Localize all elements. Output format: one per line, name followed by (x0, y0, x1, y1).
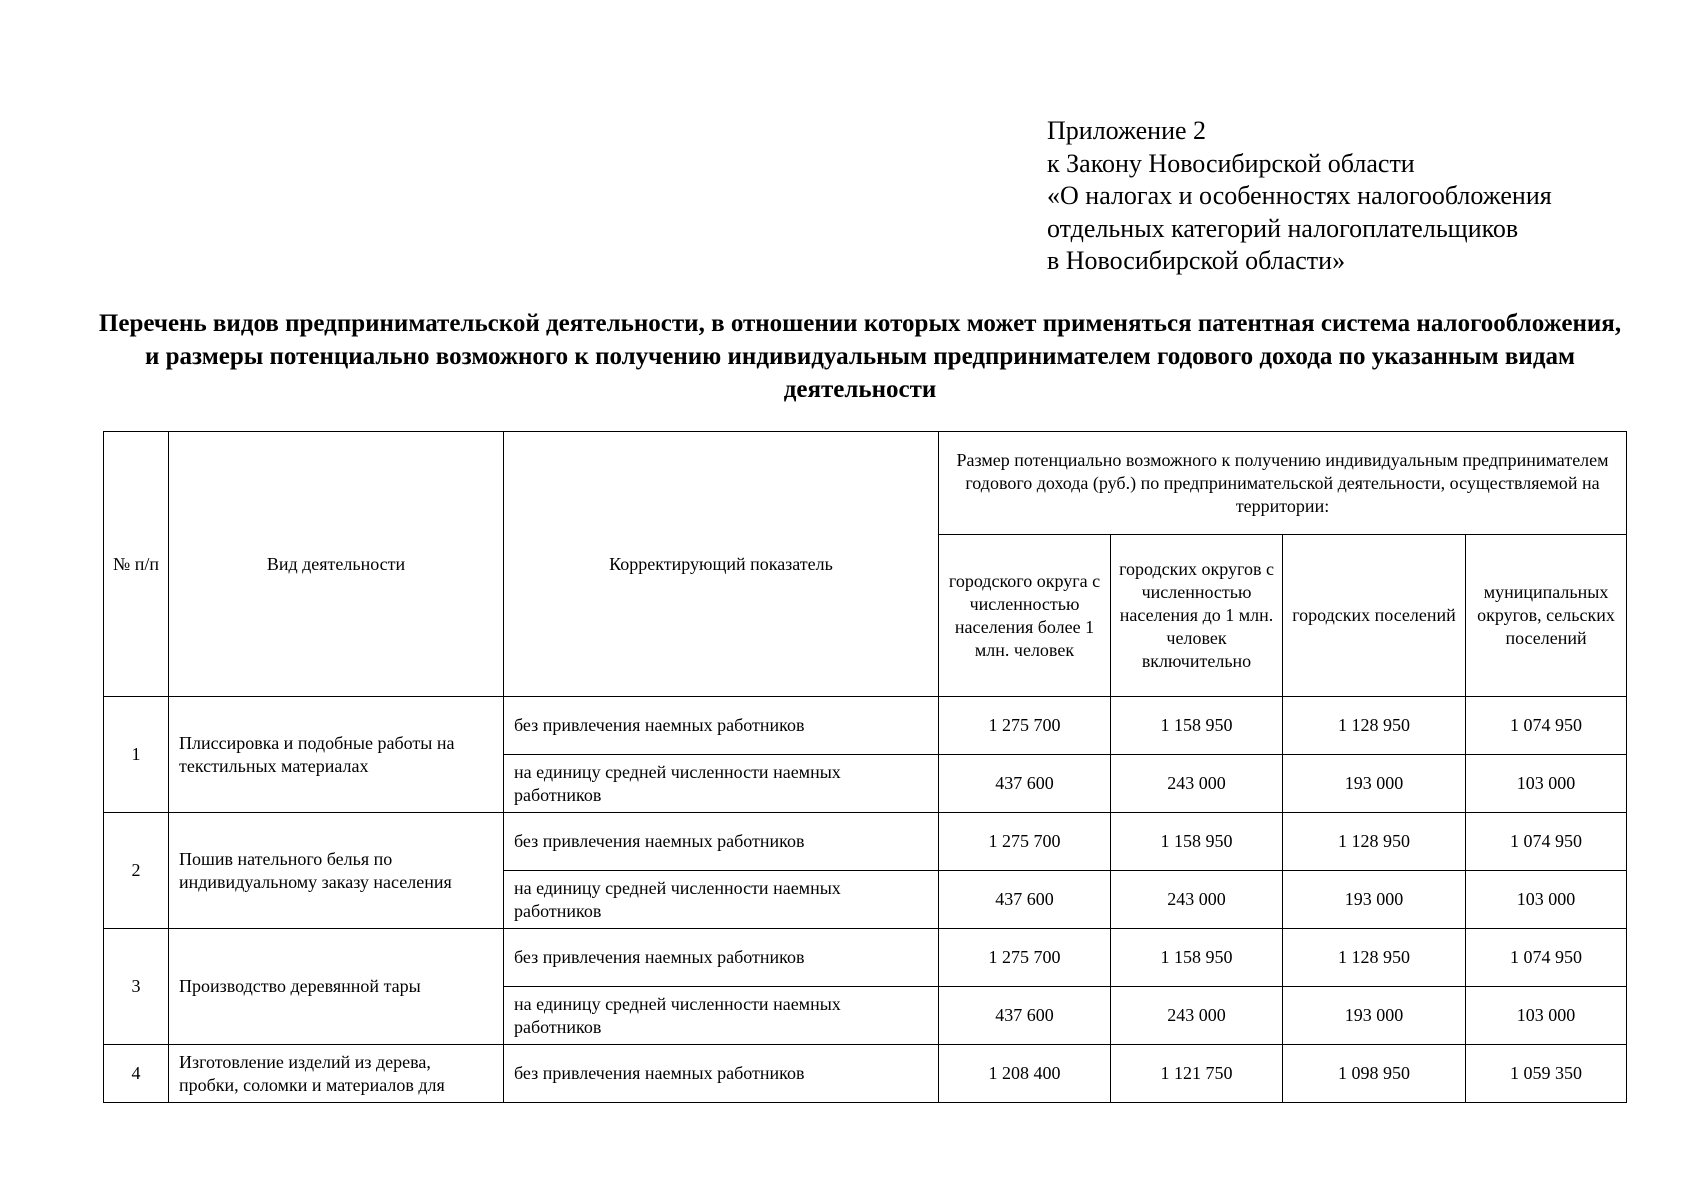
header-num: № п/п (104, 432, 169, 697)
indicator-cell: без привлечения наемных работников (504, 929, 939, 987)
value-cell: 1 128 950 (1283, 697, 1466, 755)
header-indicator: Корректирующий показатель (504, 432, 939, 697)
value-cell: 1 275 700 (939, 813, 1111, 871)
value-cell: 437 600 (939, 755, 1111, 813)
value-cell: 437 600 (939, 871, 1111, 929)
row-number: 1 (104, 697, 169, 813)
indicator-cell: без привлечения наемных работников (504, 1045, 939, 1103)
value-cell: 103 000 (1466, 871, 1627, 929)
activity-name: Производство деревянной тары (169, 929, 504, 1045)
value-cell: 243 000 (1111, 871, 1283, 929)
activity-name: Плиссировка и подобные работы на текстильных материалах (169, 697, 504, 813)
value-cell: 1 074 950 (1466, 697, 1627, 755)
value-cell: 1 158 950 (1111, 813, 1283, 871)
table-row (104, 1045, 1627, 1103)
value-cell: 103 000 (1466, 755, 1627, 813)
value-cell: 1 275 700 (939, 929, 1111, 987)
value-cell: 1 074 950 (1466, 813, 1627, 871)
header-income-group: Размер потенциально возможного к получению индивидуальным предпринимателем годового дохода (руб.) по предпринимательской деятельности, осуществляемой на территории: (939, 432, 1627, 535)
appendix-block (1047, 115, 1552, 278)
header-col-city: городских округов с численностью населения до 1 млн. человек включительно (1111, 535, 1283, 697)
activities-table (103, 431, 1627, 1103)
table-row (104, 813, 1627, 871)
table-row (104, 929, 1627, 987)
value-cell: 1 121 750 (1111, 1045, 1283, 1103)
header-col-large-city: городского округа с численностью населения более 1 млн. человек (939, 535, 1111, 697)
indicator-cell: на единицу средней численности наемных работников (504, 987, 939, 1045)
row-number: 4 (104, 1045, 169, 1103)
value-cell: 1 059 350 (1466, 1045, 1627, 1103)
value-cell: 1 158 950 (1111, 929, 1283, 987)
value-cell: 1 128 950 (1283, 929, 1466, 987)
document-title: Перечень видов предпринимательской деятельности, в отношении которых может применяться патентная система налогообложения, и размеры потенциально возможного к получению индивидуальным предпринимателем годового дохода по указанным видам деятельности (98, 310, 1622, 403)
value-cell: 243 000 (1111, 987, 1283, 1045)
appendix-line: отдельных категорий налогоплательщиков (1047, 213, 1519, 243)
activity-name: Пошив нательного белья по индивидуальному заказу населения (169, 813, 504, 929)
value-cell: 193 000 (1283, 871, 1466, 929)
value-cell: 193 000 (1283, 987, 1466, 1045)
header-activity: Вид деятельности (169, 432, 504, 697)
appendix-line: к Закону Новосибирской области (1047, 148, 1415, 178)
indicator-cell: без привлечения наемных работников (504, 697, 939, 755)
value-cell: 243 000 (1111, 755, 1283, 813)
value-cell: 1 208 400 (939, 1045, 1111, 1103)
indicator-cell: без привлечения наемных работников (504, 813, 939, 871)
value-cell: 103 000 (1466, 987, 1627, 1045)
header-col-rural: муниципальных округов, сельских поселений (1466, 535, 1627, 697)
header-col-urban-settlement: городских поселений (1283, 535, 1466, 697)
value-cell: 1 098 950 (1283, 1045, 1466, 1103)
row-number: 2 (104, 813, 169, 929)
value-cell: 1 158 950 (1111, 697, 1283, 755)
appendix-line: «О налогах и особенностях налогообложения (1047, 181, 1552, 210)
value-cell: 1 128 950 (1283, 813, 1466, 871)
value-cell: 437 600 (939, 987, 1111, 1045)
indicator-cell: на единицу средней численности наемных работников (504, 871, 939, 929)
appendix-line: в Новосибирской области» (1047, 246, 1346, 275)
activity-name: Изготовление изделий из дерева, пробки, соломки и материалов для (169, 1045, 504, 1103)
value-cell: 193 000 (1283, 755, 1466, 813)
appendix-line: Приложение 2 (1047, 116, 1207, 145)
value-cell: 1 275 700 (939, 697, 1111, 755)
value-cell: 1 074 950 (1466, 929, 1627, 987)
table-row (104, 697, 1627, 755)
row-number: 3 (104, 929, 169, 1045)
indicator-cell: на единицу средней численности наемных работников (504, 755, 939, 813)
